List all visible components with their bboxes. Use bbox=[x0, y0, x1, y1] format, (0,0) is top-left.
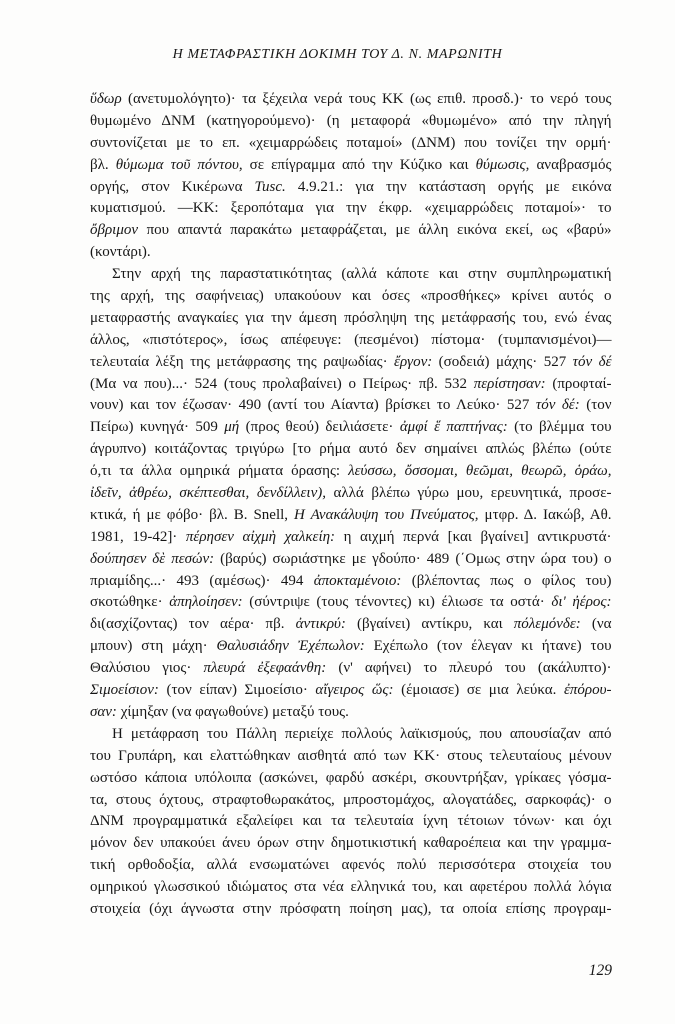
body-paragraph bbox=[90, 89, 612, 264]
text-run: βλ. bbox=[90, 156, 116, 173]
text-line-content bbox=[90, 286, 612, 308]
text-line-content bbox=[90, 155, 612, 177]
text-run: (Μα να που)...· 524 (τους προλαβαίνει) ο Πείρως· πβ. 532 bbox=[90, 375, 474, 392]
text-line bbox=[90, 461, 612, 483]
text-run: Εχέπωλο (τον έλεγαν κι ήτανε) του bbox=[364, 638, 612, 655]
text-line-content bbox=[90, 680, 612, 702]
emphasis-run: ὕδωρ bbox=[90, 91, 122, 107]
text-run: στοιχεία (όχι άγνωστα στην πρόσφατη ποίηση μας), τα οποία επίσης προγραμ- bbox=[90, 900, 612, 917]
emphasis-run: πλευρά ἐξεφαάνθη: bbox=[203, 660, 327, 677]
text-run: Η μετάφραση του Πάλλη περιείχε πολλούς λαϊκισμούς, που απουσίαζαν από bbox=[112, 725, 612, 742]
text-run: χίμηξαν (να φαγωθούνε) μεταξύ τους. bbox=[116, 703, 349, 720]
body-text bbox=[90, 89, 612, 921]
text-line-content bbox=[90, 549, 612, 571]
text-line-content bbox=[90, 242, 151, 264]
text-run: μπουν) στη μάχη· bbox=[90, 638, 217, 655]
text-line bbox=[90, 746, 612, 768]
text-line-content bbox=[90, 833, 612, 855]
text-run: αναβρασμός bbox=[529, 156, 612, 173]
text-line bbox=[90, 483, 612, 505]
text-line bbox=[90, 527, 612, 549]
text-line-content bbox=[90, 702, 349, 724]
emphasis-run: πόλεμόνδε: bbox=[513, 616, 581, 633]
text-line-content bbox=[90, 527, 612, 549]
running-header: Η ΜΕΤΑΦΡΑΣΤΙΚΗ ΔΟΚΙΜΗ ΤΟΥ Δ. Ν. ΜΑΡΩΝΙΤΗ bbox=[172, 47, 503, 62]
text-run: (σοδειά) μάχης· 527 bbox=[432, 353, 573, 370]
text-line bbox=[90, 220, 612, 242]
text-run: (ανετυμολόγητο)· τα ξέχειλα νερά τους ΚΚ (ως επιθ. προσδ.)· το νερό τους bbox=[121, 91, 612, 107]
text-line bbox=[90, 855, 612, 877]
text-line bbox=[90, 439, 612, 461]
text-line bbox=[90, 768, 612, 790]
text-line-content bbox=[90, 352, 612, 374]
text-run: (προφταί- bbox=[545, 375, 612, 392]
emphasis-run: Σιμοείσιον: bbox=[90, 682, 159, 699]
text-run: οργής, στον Κικέρωνα bbox=[90, 178, 255, 195]
emphasis-run: ἀπηλοίησεν: bbox=[169, 594, 243, 611]
text-line-content bbox=[90, 855, 612, 877]
text-run: σκοτώθηκε· bbox=[90, 594, 170, 611]
text-line-content bbox=[90, 439, 612, 461]
text-run: που απαντά παρακάτω μεταφράζεται, με άλλη εικόνα εκεί, ως «βαρύ» bbox=[138, 222, 612, 239]
emphasis-run: πέρησεν αἰχμὴ χαλκείη: bbox=[185, 528, 336, 545]
text-run: (να bbox=[580, 616, 612, 633]
text-run: τική ορθοδοξία, αλλά ενσωματώνει αφενός πολύ περισσότερα στοιχεία του bbox=[90, 857, 612, 874]
text-line bbox=[90, 286, 612, 308]
emphasis-run: μή bbox=[224, 419, 240, 436]
text-run: μόνον δεν υπακούει άνευ όρων στην δημοτικιστική καθαροέπεια και την γραμμα- bbox=[90, 835, 612, 852]
text-line bbox=[90, 308, 612, 330]
text-run: (τον είπαν) Σιμοείσιο· bbox=[158, 682, 316, 699]
text-run: θυμωμένο ΔΝΜ (κατηγορούμενο)· (η μεταφορά «θυμωμένο» από την πληγή bbox=[90, 112, 612, 129]
text-line-content bbox=[90, 374, 612, 396]
text-line-content bbox=[90, 330, 612, 352]
text-run: μτφρ. Δ. Ιακώβ, Αθ. bbox=[478, 506, 612, 523]
emphasis-run: τόν δέ bbox=[572, 353, 612, 370]
text-run: αλλά βλέπω γύρω μου, ερευνητικά, προσε- bbox=[325, 485, 612, 502]
emphasis-run: ἔργον: bbox=[394, 353, 433, 370]
text-run: κυματισμού. —ΚΚ: ξεροπόταμα για την έκφρ. «χειμαρρώδεις ποταμοί»· το bbox=[90, 200, 612, 217]
text-run: (βγαίνει) αντίκρυ, και bbox=[345, 616, 514, 633]
text-line bbox=[90, 264, 612, 286]
page-number: 129 bbox=[588, 962, 612, 979]
emphasis-run: θύμωμα τοῦ πόντου, bbox=[115, 156, 243, 173]
text-run: (κοντάρι). bbox=[90, 244, 151, 261]
text-run: νουν) και τον έζωσαν· 490 (αντί του Αίαντα) βρίσκει το Λεύκο· 527 bbox=[90, 397, 536, 414]
text-line-content bbox=[90, 636, 612, 658]
text-line-content bbox=[90, 417, 612, 439]
text-run: συντονίζεται με το επ. «χειμαρρώδεις ποταμοί» (ΔΝΜ) που τονίζει την ορμή· bbox=[90, 134, 612, 151]
body-paragraph bbox=[90, 724, 612, 921]
text-run: ό,τι τα άλλα ομηρικά ρήματα όρασης: bbox=[90, 463, 349, 480]
emphasis-run: τόν δέ: bbox=[535, 397, 580, 414]
text-run: (έμοιασε) σε μια λεύκα. bbox=[393, 682, 564, 699]
text-line bbox=[90, 833, 612, 855]
text-run: (βλέποντας πως ο φίλος του) bbox=[401, 572, 612, 589]
emphasis-run: ἰδεῖν, ἀθρέω, σκέπτεσθαι, δενδίλλειν), bbox=[90, 485, 326, 502]
text-line bbox=[90, 724, 612, 746]
text-run: (βαρύς) σωριάστηκε με γδούπο· 489 (΄Ομως στην ώρα του) ο bbox=[214, 550, 612, 567]
text-line-content bbox=[90, 395, 612, 417]
text-line-content bbox=[90, 899, 612, 921]
text-line bbox=[90, 242, 612, 264]
text-line-content bbox=[90, 461, 612, 483]
text-run: μεταφραστής αναγκαίες για την άμεση πρόσληψη της μετάφρασής του, ενώ ένας bbox=[90, 309, 612, 326]
emphasis-run: Θαλυσιάδην Ἐχέπωλον: bbox=[216, 638, 365, 655]
text-line-content bbox=[90, 592, 612, 614]
emphasis-run: Η Ανακάλυψη του Πνεύματος, bbox=[294, 506, 479, 523]
text-line-content bbox=[90, 177, 612, 199]
text-line bbox=[90, 899, 612, 921]
text-run: 1981, 19-42]· bbox=[90, 528, 186, 545]
text-line bbox=[90, 592, 612, 614]
body-paragraph bbox=[90, 264, 612, 724]
text-line bbox=[90, 395, 612, 417]
text-run: άγρυπνο) κοιτάζοντας τριγύρω [το ρήμα αυτό δεν σημαίνει απλώς βλέπω (ούτε bbox=[90, 441, 612, 458]
text-run: της αρχή, της σαφήνειας) υπακούουν και όσες «προσθήκες» κρίνει αυτός ο bbox=[90, 288, 612, 305]
text-line-content bbox=[90, 877, 612, 899]
emphasis-run: αἴγειρος ὥς: bbox=[315, 682, 394, 699]
text-line bbox=[90, 636, 612, 658]
text-line bbox=[90, 417, 612, 439]
text-run: (ν' αφήνει) το πλευρό του (ακάλυπτο)· bbox=[326, 660, 612, 677]
text-line bbox=[90, 790, 612, 812]
text-line-content bbox=[90, 790, 612, 812]
text-line-content bbox=[112, 264, 612, 286]
text-line bbox=[90, 89, 612, 111]
text-run: τα, στους όχτους, στραφτοθωρακάτος, μπροστομάχος, αλογατάδες, σαρκοφάς)· ο bbox=[90, 791, 612, 808]
text-line bbox=[90, 571, 612, 593]
emphasis-run: θύμωσις, bbox=[475, 156, 530, 173]
text-run: ωστόσο κάποια υπόλοιπα (ασκώνει, φαρδύ ασκέρι, σκουντρήξαν, γρίκαες γόσμα- bbox=[90, 769, 612, 786]
text-line bbox=[90, 330, 612, 352]
text-line-content bbox=[90, 133, 612, 155]
text-run: (σύντριψε (τους τένοντες) κι) έλιωσε τα οστά· bbox=[242, 594, 552, 611]
emphasis-run: ἀντικρύ: bbox=[295, 616, 346, 633]
text-line-content bbox=[90, 658, 612, 680]
text-line bbox=[90, 680, 612, 702]
text-run: πριαμίδης...· 493 (αμέσως)· 494 bbox=[90, 572, 314, 589]
text-line bbox=[90, 352, 612, 374]
emphasis-run: ἀμφί ἕ παπτήνας: bbox=[399, 419, 508, 436]
text-line bbox=[90, 658, 612, 680]
text-line-content bbox=[90, 614, 611, 636]
emphasis-run: ὄβριμον bbox=[90, 222, 139, 239]
text-run: 4.9.21.: για την κατάσταση οργής με εικόνα bbox=[285, 178, 612, 195]
text-line-content bbox=[90, 505, 612, 527]
text-line bbox=[90, 505, 612, 527]
text-line-content bbox=[90, 768, 612, 790]
text-line-content bbox=[90, 571, 612, 593]
text-line-content bbox=[90, 220, 612, 242]
text-line-content bbox=[90, 308, 612, 330]
emphasis-run: δούπησεν δὲ πεσών: bbox=[90, 550, 215, 567]
text-run: του Γρυπάρη, και ελαττώθηκαν αισθητά από των ΚΚ· στους τελευταίους μένουν bbox=[90, 747, 612, 764]
text-run: Στην αρχή της παραστατικότητας (αλλά κάποτε και στην συμπληρωματική bbox=[112, 266, 612, 283]
emphasis-run: ἐπόρου- bbox=[563, 682, 612, 699]
text-line bbox=[90, 111, 612, 133]
text-line bbox=[90, 374, 612, 396]
text-run: τελευταία λέξη της μετάφρασης της ραψωδίας· bbox=[90, 353, 395, 370]
text-line-content bbox=[90, 89, 612, 111]
text-run: (τον bbox=[579, 397, 612, 414]
text-line bbox=[90, 702, 612, 724]
emphasis-run: λεύσσω, ὄσσομαι, θεῶμαι, θεωρῶ, ὁράω, bbox=[348, 463, 612, 480]
text-line bbox=[90, 549, 612, 571]
text-line bbox=[90, 614, 612, 636]
text-run: η αιχμή περνά [και βγαίνει] αντικρυστά· bbox=[335, 528, 612, 545]
text-run: σε επίγραμμα από την Κύζικο και bbox=[242, 156, 476, 173]
text-run: ΔΝΜ προγραμματικά εξαλείφει και τα τελευταία ίχνη τέτοιων τόνων· και όχι bbox=[90, 813, 612, 830]
text-line-content bbox=[90, 811, 612, 833]
text-run: κτικά, ή με φόβο· βλ. B. Snell, bbox=[90, 506, 295, 523]
emphasis-run: Tusc. bbox=[254, 178, 286, 195]
text-run: δι(ασχίζοντας) τον αέρα· πβ. bbox=[90, 616, 296, 633]
text-line bbox=[90, 177, 612, 199]
text-line-content bbox=[90, 746, 612, 768]
emphasis-run: σαν: bbox=[90, 703, 117, 720]
text-line-content bbox=[112, 724, 612, 746]
text-line bbox=[90, 155, 612, 177]
emphasis-run: δι' ἠέρος: bbox=[551, 594, 612, 611]
text-run: (προς θεού) δειλιάσετε· bbox=[239, 419, 400, 436]
text-line-content bbox=[90, 198, 612, 220]
text-run: (το βλέμμα του bbox=[507, 419, 612, 436]
emphasis-run: ἀποκταμένοιο: bbox=[313, 572, 402, 589]
text-line bbox=[90, 877, 612, 899]
text-run: ομηρικού γλωσσικού ιδιώματος στα νέα ελληνικά του, και αφετέρου πολλά λόγια bbox=[90, 879, 612, 896]
text-run: Θαλύσιου γιος· bbox=[90, 660, 204, 677]
text-line bbox=[90, 133, 612, 155]
text-line-content bbox=[90, 111, 612, 133]
emphasis-run: περίστησαν: bbox=[473, 375, 546, 392]
text-line bbox=[90, 811, 612, 833]
text-line-content bbox=[90, 483, 612, 505]
text-run: Πείρω) κυνηγά· 509 bbox=[90, 419, 225, 436]
text-run: άλλος, «πιστότερος», ίσως απέφευγε: (πεσμένοι) πίστομα· (τυμπανισμένοι)— bbox=[90, 331, 612, 348]
text-line bbox=[90, 198, 612, 220]
